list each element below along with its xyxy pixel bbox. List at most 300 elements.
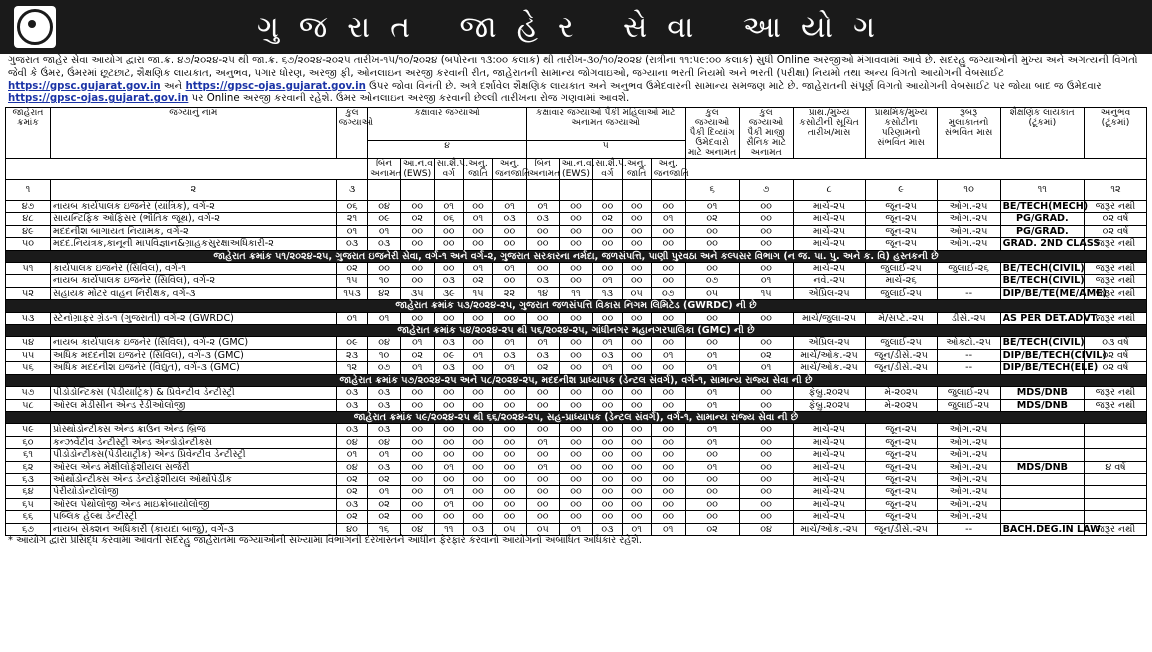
- category-cell: ૦૦: [463, 225, 492, 237]
- prelim-cell: એપ્રિલ-૨૫: [793, 287, 865, 299]
- column-number: [593, 180, 622, 201]
- prelim-cell: માર્ચ-૨૫: [793, 436, 865, 448]
- interview-cell: ઓગ.-૨૫: [937, 225, 1000, 237]
- disabled-cell: ૦૧: [685, 424, 739, 436]
- disabled-cell: ૦૨: [685, 523, 739, 535]
- category-cell: ૦૦: [463, 201, 492, 213]
- category-cell: ૦૦: [368, 263, 401, 275]
- qualification-cell: [1000, 473, 1084, 485]
- ex-service-cell: ૦૦: [739, 337, 793, 349]
- women-cell: ૦૦: [651, 312, 685, 324]
- experience-cell: જરૂર નથી: [1085, 312, 1147, 324]
- category-cell: ૦૦: [434, 387, 463, 399]
- post-name-cell: નાયબ સેક્શન અધિકારી (કાયદા બાજુ), વર્ગ-૩: [51, 523, 337, 535]
- category-cell: ૦૦: [463, 312, 492, 324]
- header-post-name: જગ્યાનું નામ: [51, 108, 337, 159]
- post-name-cell: ઓરલ એન્ડ મેક્ષીલોફેશીયલ સર્જરી: [51, 461, 337, 473]
- result-cell: જુલાઈ-૨૫: [865, 263, 937, 275]
- qualification-cell: DIP/BE/TE(ME/AME): [1000, 287, 1084, 299]
- interview-cell: જુલાઈ-૨૫: [937, 387, 1000, 399]
- total-cell: ૦૨: [336, 486, 368, 498]
- category-cell: ૦૦: [463, 238, 492, 250]
- category-cell: ૧૦: [368, 275, 401, 287]
- disabled-cell: ૦૧: [685, 461, 739, 473]
- category-cell: ૦૦: [493, 387, 527, 399]
- women-cell: ૦૦: [622, 312, 651, 324]
- category-cell: ૦૩: [493, 349, 527, 361]
- column-number: ૧૧: [1000, 180, 1084, 201]
- header-result: પ્રાથમિક/મુખ્ય કસોટીના પરિણામનો સંભવિત માસ: [865, 108, 937, 159]
- disabled-cell: ૦૦: [685, 337, 739, 349]
- women-cell: ૦૧: [622, 523, 651, 535]
- women-cell: ૦૧: [559, 523, 593, 535]
- category-cell: ૦૨: [368, 498, 401, 510]
- adv-no-cell: ૫૦: [6, 238, 51, 250]
- disabled-cell: ૦૦: [685, 238, 739, 250]
- total-cell: ૧૨: [336, 362, 368, 374]
- interview-cell: ઓગ.-૨૫: [937, 424, 1000, 436]
- result-cell: જૂન-૨૫: [865, 225, 937, 237]
- adv-no-cell: ૫૭: [6, 387, 51, 399]
- experience-cell: ૪ વર્ષ: [1085, 461, 1147, 473]
- women-cell: ૦૦: [559, 399, 593, 411]
- ex-service-cell: ૦૨: [739, 349, 793, 361]
- experience-cell: ૦૨ વર્ષ: [1085, 362, 1147, 374]
- header-spacer: [685, 159, 1146, 180]
- header-total: કુલ જગ્યાઓ: [336, 108, 368, 159]
- women-cell: ૦૦: [526, 498, 559, 510]
- category-cell: ૦૦: [493, 399, 527, 411]
- intro-line-4b: પર Online અરજી કરવાની રહેશે. ઉંમર ઓનલાઇન અરજી કરવાની છેલ્લી તારીખના રોજ ગણવામાં આવશે.: [191, 93, 630, 105]
- category-cell: ૦૦: [400, 461, 434, 473]
- women-cell: ૦૦: [559, 213, 593, 225]
- women-cell: ૦૦: [651, 201, 685, 213]
- category-cell: ૧૧: [434, 523, 463, 535]
- prelim-cell: માર્ચ/ઓક.-૨૫: [793, 362, 865, 374]
- women-cell: ૦૧: [593, 275, 622, 287]
- women-cell: ૦૧: [526, 436, 559, 448]
- interview-cell: ઓગ.-૨૫: [937, 213, 1000, 225]
- women-cell: ૦૩: [526, 349, 559, 361]
- post-name-cell: સહાયક મોટર વાહન નિરીક્ષક, વર્ગ-૩: [51, 287, 337, 299]
- ojas-apply-link[interactable]: https://gpsc-ojas.gujarat.gov.in: [8, 93, 189, 105]
- post-name-cell: પીડોડોન્ટીક્સ(પેડીયાટ્રીક) એન્ડ પ્રિવેન્ટીવ ડેન્ટીસ્ટ્રી: [51, 449, 337, 461]
- category-cell: ૦૦: [493, 486, 527, 498]
- category-cell: ૦૦: [463, 473, 492, 485]
- interview-cell: જુલાઈ-૨૫: [937, 399, 1000, 411]
- intro-line-2: સદરહુ જગ્યાઓની મુખ્ય અને અગત્યની વિગતો જેવી કે ઉંમર, ઉંમરમાં છૂટછાટ, શૈક્ષણિક લાયકાત, અનુભવ, પગાર ધોરણ, અરજી ફી, ઓનલાઇન અરજી કરવાની રીત, જાહેરાતની સામાન્ય જોગવાઇઓ, જગ્યાના ભરતી નિયમો અને: [8, 55, 1138, 79]
- column-number: ૨: [51, 180, 337, 201]
- ex-service-cell: ૦૦: [739, 461, 793, 473]
- women-cell: ૦૧: [651, 523, 685, 535]
- table-row: [6, 213, 1147, 225]
- interview-cell: જુલાઈ-૨૬: [937, 263, 1000, 275]
- qualification-cell: PG/GRAD.: [1000, 213, 1084, 225]
- ex-service-cell: ૦૦: [739, 498, 793, 510]
- women-cell: ૦૦: [559, 225, 593, 237]
- prelim-cell: માર્ચ-૨૫: [793, 461, 865, 473]
- women-cell: ૦૦: [559, 449, 593, 461]
- women-cell: ૦૦: [622, 238, 651, 250]
- women-cell: ૧૪: [526, 287, 559, 299]
- gpsc-website-link[interactable]: https://gpsc.gujarat.gov.in: [8, 80, 161, 92]
- post-name-cell: મદદ.નિયંત્રક,કાનૂની માપવિજ્ઞાન&ગ્રાહકસુરક્ષાઅધિકારી-૨: [51, 238, 337, 250]
- women-cell: ૦૦: [651, 399, 685, 411]
- interview-cell: --: [937, 349, 1000, 361]
- total-cell: ૦૩: [336, 238, 368, 250]
- disabled-cell: ૦૦: [685, 498, 739, 510]
- total-cell: ૦૪: [336, 461, 368, 473]
- adv-no-cell: ૪૭: [6, 201, 51, 213]
- result-cell: જુલાઈ-૨૫: [865, 337, 937, 349]
- category-cell: ૦૦: [463, 461, 492, 473]
- total-cell: ૦૧: [336, 312, 368, 324]
- table-row: [6, 486, 1147, 498]
- interview-cell: ઓગ.-૨૫: [937, 486, 1000, 498]
- category-cell: ૦૧: [400, 362, 434, 374]
- post-name-cell: અધિક મદદનીશ ઇજનેર (વિદ્યુત), વર્ગ-૩ (GMC): [51, 362, 337, 374]
- category-cell: ૦૧: [400, 337, 434, 349]
- result-cell: મે-૨૦૨૫: [865, 399, 937, 411]
- experience-cell: [1085, 498, 1147, 510]
- header-cat: અનુ. જાતિ: [622, 159, 651, 180]
- intro-text: [0, 54, 1152, 107]
- women-cell: ૦૦: [526, 312, 559, 324]
- column-number: ૬: [685, 180, 739, 201]
- prelim-cell: માર્ચ/જુલા-૨૫: [793, 312, 865, 324]
- qualification-cell: PG/GRAD.: [1000, 225, 1084, 237]
- category-cell: ૦૦: [434, 449, 463, 461]
- women-cell: ૦૦: [593, 511, 622, 523]
- intro-line-4a: માટે છે. જાહેરાતની સંપૂર્ણ વિગતો આયોગની વેબસાઈટ પર જોયા બાદ જ ઉમેદવાર: [768, 80, 1102, 92]
- table-row: [6, 399, 1147, 411]
- ex-service-cell: ૦૪: [739, 523, 793, 535]
- women-cell: ૦૦: [559, 201, 593, 213]
- adv-no-cell: [6, 275, 51, 287]
- prelim-cell: નવે.-૨૫: [793, 275, 865, 287]
- category-cell: ૦૩: [368, 399, 401, 411]
- category-cell: ૦૦: [434, 511, 463, 523]
- category-cell: ૦૧: [463, 263, 492, 275]
- disabled-cell: ૦૦: [685, 486, 739, 498]
- experience-cell: ૦૨ વર્ષ: [1085, 349, 1147, 361]
- prelim-cell: માર્ચ-૨૫: [793, 511, 865, 523]
- women-cell: ૦૦: [593, 263, 622, 275]
- prelim-cell: માર્ચ/ઓક.-૨૫: [793, 523, 865, 535]
- category-cell: ૦૨: [463, 275, 492, 287]
- qualification-cell: [1000, 486, 1084, 498]
- women-cell: ૦૧: [593, 337, 622, 349]
- category-cell: ૦૦: [463, 511, 492, 523]
- category-cell: ૦૦: [493, 498, 527, 510]
- experience-cell: જરૂર નથી: [1085, 523, 1147, 535]
- women-cell: ૦૦: [622, 349, 651, 361]
- women-cell: ૦૧: [526, 461, 559, 473]
- header-sub-5: [526, 141, 685, 159]
- post-name-cell: કાર્યપાલક ઇજનેર (સિવિલ), વર્ગ-૧: [51, 263, 337, 275]
- result-cell: જૂન-૨૫: [865, 449, 937, 461]
- adv-no-cell: ૫૪: [6, 337, 51, 349]
- category-cell: ૦૩: [434, 337, 463, 349]
- category-cell: ૦૩: [368, 461, 401, 473]
- experience-cell: જરૂર નથી: [1085, 387, 1147, 399]
- women-cell: ૦૦: [559, 275, 593, 287]
- women-cell: ૦૩: [593, 349, 622, 361]
- result-cell: મે/સપ્ટે.-૨૫: [865, 312, 937, 324]
- table-row: [6, 201, 1147, 213]
- women-cell: ૧૩: [593, 287, 622, 299]
- section-separator-row: [6, 250, 1147, 262]
- disabled-cell: ૦૨: [685, 213, 739, 225]
- women-cell: ૦૦: [622, 387, 651, 399]
- qualification-cell: DIP/BE/TECH(CIVIL): [1000, 349, 1084, 361]
- women-cell: ૦૦: [526, 486, 559, 498]
- women-cell: ૦૦: [651, 263, 685, 275]
- total-cell: ૦૨: [336, 511, 368, 523]
- interview-cell: --: [937, 287, 1000, 299]
- experience-cell: જરૂર નથી: [1085, 238, 1147, 250]
- women-cell: ૦૧: [526, 201, 559, 213]
- women-cell: ૦૦: [559, 312, 593, 324]
- women-cell: ૦૦: [559, 486, 593, 498]
- header-spacer: [6, 159, 368, 180]
- women-cell: ૦૩: [593, 523, 622, 535]
- column-number: ૯: [865, 180, 937, 201]
- header-prelim: પ્રાથ./મુખ્ય કસોટીની સૂચિત તારીખ/માસ: [793, 108, 865, 159]
- women-cell: ૦૦: [526, 511, 559, 523]
- total-cell: ૦૩: [336, 424, 368, 436]
- column-number: ૧: [6, 180, 51, 201]
- women-cell: ૦૨: [593, 213, 622, 225]
- post-name-cell: નાયબ કાર્યપાલક ઇજનેર (યાંત્રિક), વર્ગ-૨: [51, 201, 337, 213]
- women-cell: ૦૧: [593, 362, 622, 374]
- column-number: ૩: [336, 180, 368, 201]
- women-cell: ૦૦: [593, 312, 622, 324]
- women-cell: ૦૦: [559, 424, 593, 436]
- women-cell: ૦૦: [622, 449, 651, 461]
- table-row: [6, 349, 1147, 361]
- category-cell: ૦૦: [400, 498, 434, 510]
- category-cell: ૦૦: [434, 473, 463, 485]
- table-row: [6, 424, 1147, 436]
- interview-cell: ઓગ.-૨૫: [937, 449, 1000, 461]
- total-cell: ૦૧: [336, 225, 368, 237]
- header-row: [6, 159, 1147, 180]
- qualification-cell: [1000, 424, 1084, 436]
- category-cell: ૦૦: [463, 399, 492, 411]
- women-cell: ૦૦: [559, 461, 593, 473]
- qualification-cell: [1000, 498, 1084, 510]
- post-name-cell: અધિક મદદનીશ ઇજનેર (સિવિલ), વર્ગ-૩ (GMC): [51, 349, 337, 361]
- footer-note: * આયોગ દ્વારા પ્રસિદ્ધ કરવામાં આવતી સદરહુ જાહેરાતમાં જગ્યાઓની સંખ્યામાં વિભાગની દરખાસ્તને આધીન ફેરફાર કરવાનો આયોગનો અબાધિત અધિકાર રહેશે.: [8, 534, 642, 546]
- experience-cell: જરૂર નથી: [1085, 201, 1147, 213]
- women-cell: ૦૦: [526, 263, 559, 275]
- adv-no-cell: ૪૯: [6, 225, 51, 237]
- adv-no-cell: ૫૮: [6, 399, 51, 411]
- disabled-cell: ૦૧: [685, 387, 739, 399]
- category-cell: ૦૧: [463, 213, 492, 225]
- adv-no-cell: ૬૫: [6, 498, 51, 510]
- result-cell: જૂન/ડીસે.-૨૫: [865, 349, 937, 361]
- gpsc-emblem-icon: [14, 6, 56, 48]
- ex-service-cell: ૦૦: [739, 213, 793, 225]
- category-cell: ૦૦: [400, 201, 434, 213]
- total-cell: ૨૩: [336, 349, 368, 361]
- total-cell: ૦૩: [336, 498, 368, 510]
- women-cell: ૦૦: [593, 225, 622, 237]
- post-name-cell: કન્ઝર્વેટીવ ડેન્ટીસ્ટ્રી એન્ડ એન્ડોડોન્ટીક્સ: [51, 436, 337, 448]
- header-category-wise: કક્ષાવાર જગ્યાઓ: [368, 108, 527, 141]
- column-number: [368, 180, 401, 201]
- post-name-cell: સાયન્ટિફિક ઓફિસર (ભૌતિક જૂથ), વર્ગ-૨: [51, 213, 337, 225]
- table-row: [6, 436, 1147, 448]
- qualification-cell: BE/TECH(CIVIL): [1000, 337, 1084, 349]
- category-cell: ૦૧: [434, 201, 463, 213]
- column-number: ૧૦: [937, 180, 1000, 201]
- result-cell: જૂન-૨૫: [865, 498, 937, 510]
- experience-cell: [1085, 424, 1147, 436]
- disabled-cell: ૦૫: [685, 287, 739, 299]
- women-cell: ૦૦: [526, 387, 559, 399]
- category-cell: ૦૦: [434, 424, 463, 436]
- column-number-row: [6, 180, 1147, 201]
- women-cell: ૦૧: [526, 337, 559, 349]
- women-cell: ૦૦: [651, 498, 685, 510]
- ex-service-cell: ૦૦: [739, 387, 793, 399]
- women-cell: ૦૦: [651, 511, 685, 523]
- category-cell: ૦૦: [463, 424, 492, 436]
- intro-line-1: ગુજરાત જાહેર સેવા આયોગ દ્વારા જા.ક્ર. ૪૭/૨૦૨૪-૨૫ થી જા.ક્ર. ૬૭/૨૦૨૪-૨૦૨૫ તારીખ-૧૫/૧૦/૨૦૨૪ (બપોરના ૧૩:૦૦ કલાક) થી તારીખ-૩૦/૧૦/૨૦૨૪ (રાત્રીના ૧૧:૫૯:૦૦ કલાક) સુધી Online અરજીઓ મંગાવવામાં આવે છે.: [8, 55, 937, 66]
- category-cell: ૦૭: [368, 362, 401, 374]
- women-cell: ૦૦: [622, 337, 651, 349]
- header-interview: રૂબરૂ મુલાકાતનો સંભવિત માસ: [937, 108, 1000, 159]
- total-cell: ૨૧: [336, 213, 368, 225]
- ex-service-cell: ૧૫: [739, 287, 793, 299]
- table-row: [6, 287, 1147, 299]
- header-sub-number: ૪: [444, 140, 450, 152]
- category-cell: ૦૧: [493, 201, 527, 213]
- women-cell: ૦૦: [559, 238, 593, 250]
- women-cell: ૦૦: [593, 473, 622, 485]
- disabled-cell: ૦૦: [685, 473, 739, 485]
- qualification-cell: MDS/DNB: [1000, 387, 1084, 399]
- women-cell: ૦૦: [593, 238, 622, 250]
- disabled-cell: ૦૧: [685, 201, 739, 213]
- header-sub-4: [368, 141, 527, 159]
- header-cat: અનુ. જાતિ: [463, 159, 492, 180]
- women-cell: ૦૦: [651, 362, 685, 374]
- women-cell: ૦૦: [622, 362, 651, 374]
- post-name-cell: પેરીયોડોન્ટોલોજી: [51, 486, 337, 498]
- category-cell: ૦૪: [368, 201, 401, 213]
- category-cell: ૦૧: [463, 349, 492, 361]
- category-cell: ૦૦: [493, 449, 527, 461]
- women-cell: ૦૦: [593, 399, 622, 411]
- experience-cell: જરૂર નથી: [1085, 263, 1147, 275]
- header-cat: આ.ન.વ. (EWS): [559, 159, 593, 180]
- prelim-cell: એપ્રિલ-૨૫: [793, 337, 865, 349]
- qualification-cell: [1000, 436, 1084, 448]
- interview-cell: ઓક્ટો.-૨૫: [937, 337, 1000, 349]
- header-experience: અનુભવ (ટૂંકમાં): [1085, 108, 1147, 159]
- category-cell: ૦૧: [493, 263, 527, 275]
- category-cell: ૦૦: [463, 387, 492, 399]
- ex-service-cell: ૦૦: [739, 449, 793, 461]
- interview-cell: ઓગ.-૨૫: [937, 201, 1000, 213]
- total-cell: ૧૫૩: [336, 287, 368, 299]
- prelim-cell: માર્ચ-૨૫: [793, 473, 865, 485]
- women-cell: ૦૦: [593, 424, 622, 436]
- result-cell: જૂન-૨૫: [865, 213, 937, 225]
- women-cell: ૦૦: [651, 473, 685, 485]
- experience-cell: ૦૨ વર્ષ: [1085, 225, 1147, 237]
- experience-cell: ૦૨ વર્ષ: [1085, 213, 1147, 225]
- total-cell: ૦૯: [336, 337, 368, 349]
- women-cell: ૦૦: [559, 436, 593, 448]
- column-number: [493, 180, 527, 201]
- category-cell: ૦૦: [434, 312, 463, 324]
- qualification-cell: AS PER DET.ADVT.: [1000, 312, 1084, 324]
- ex-service-cell: ૦૦: [739, 201, 793, 213]
- experience-cell: ૦૩ વર્ષ: [1085, 337, 1147, 349]
- result-cell: જૂન/ડીસે.-૨૫: [865, 523, 937, 535]
- prelim-cell: માર્ચ-૨૫: [793, 213, 865, 225]
- post-name-cell: ઓરલ પેથોલોજી એન્ડ માઇક્રોબાયોલોજી: [51, 498, 337, 510]
- category-cell: ૦૨: [400, 349, 434, 361]
- women-cell: ૦૦: [651, 461, 685, 473]
- header-cat: આ.ન.વ. (EWS): [400, 159, 434, 180]
- women-cell: ૦૦: [526, 399, 559, 411]
- header-qualification: શૈક્ષણિક લાયકાત (ટૂંકમાં): [1000, 108, 1084, 159]
- prelim-cell: માર્ચ-૨૫: [793, 486, 865, 498]
- qualification-cell: BE/TECH(MECH): [1000, 201, 1084, 213]
- disabled-cell: ૦૦: [685, 449, 739, 461]
- ojas-website-link[interactable]: https://gpsc-ojas.gujarat.gov.in: [185, 80, 366, 92]
- post-name-cell: પ્રોસ્થોડોન્ટીક્સ એન્ડ ક્રાઉન એન્ડ બ્રિજ: [51, 424, 337, 436]
- category-cell: ૦૧: [493, 337, 527, 349]
- adv-no-cell: ૫૯: [6, 424, 51, 436]
- table-row: [6, 238, 1147, 250]
- category-cell: ૦૩: [368, 424, 401, 436]
- ex-service-cell: ૦૦: [739, 436, 793, 448]
- header-adv-no: જાહેરાત ક્રમાંક: [6, 108, 51, 159]
- category-cell: ૦૦: [463, 498, 492, 510]
- adv-no-cell: ૬૭: [6, 523, 51, 535]
- result-cell: જૂન-૨૫: [865, 473, 937, 485]
- post-name-cell: ઓર્થોડોન્ટીક્સ એન્ડ ડેન્ટોફેશીયલ ઓર્થોપેડીક: [51, 473, 337, 485]
- adv-no-cell: ૬૬: [6, 511, 51, 523]
- total-cell: ૦૨: [336, 263, 368, 275]
- women-cell: ૦૧: [651, 213, 685, 225]
- women-cell: ૦૦: [622, 275, 651, 287]
- women-cell: ૦૧: [651, 349, 685, 361]
- section-separator-row: [6, 411, 1147, 423]
- category-cell: ૦૦: [463, 337, 492, 349]
- disabled-cell: ૦૧: [685, 436, 739, 448]
- category-cell: ૦૦: [400, 387, 434, 399]
- category-cell: ૦૦: [493, 312, 527, 324]
- category-cell: ૪૨: [368, 287, 401, 299]
- category-cell: ૦૪: [368, 436, 401, 448]
- prelim-cell: માર્ચ-૨૫: [793, 424, 865, 436]
- header-cat: અનુ. જનજાતિ: [493, 159, 527, 180]
- women-cell: ૦૦: [559, 362, 593, 374]
- women-cell: ૦૦: [651, 387, 685, 399]
- post-name-cell: પબ્લિક હેલ્થ ડેન્ટીસ્ટ્રી: [51, 511, 337, 523]
- adv-no-cell: ૪૮: [6, 213, 51, 225]
- total-cell: ૦૨: [336, 473, 368, 485]
- column-number: [622, 180, 651, 201]
